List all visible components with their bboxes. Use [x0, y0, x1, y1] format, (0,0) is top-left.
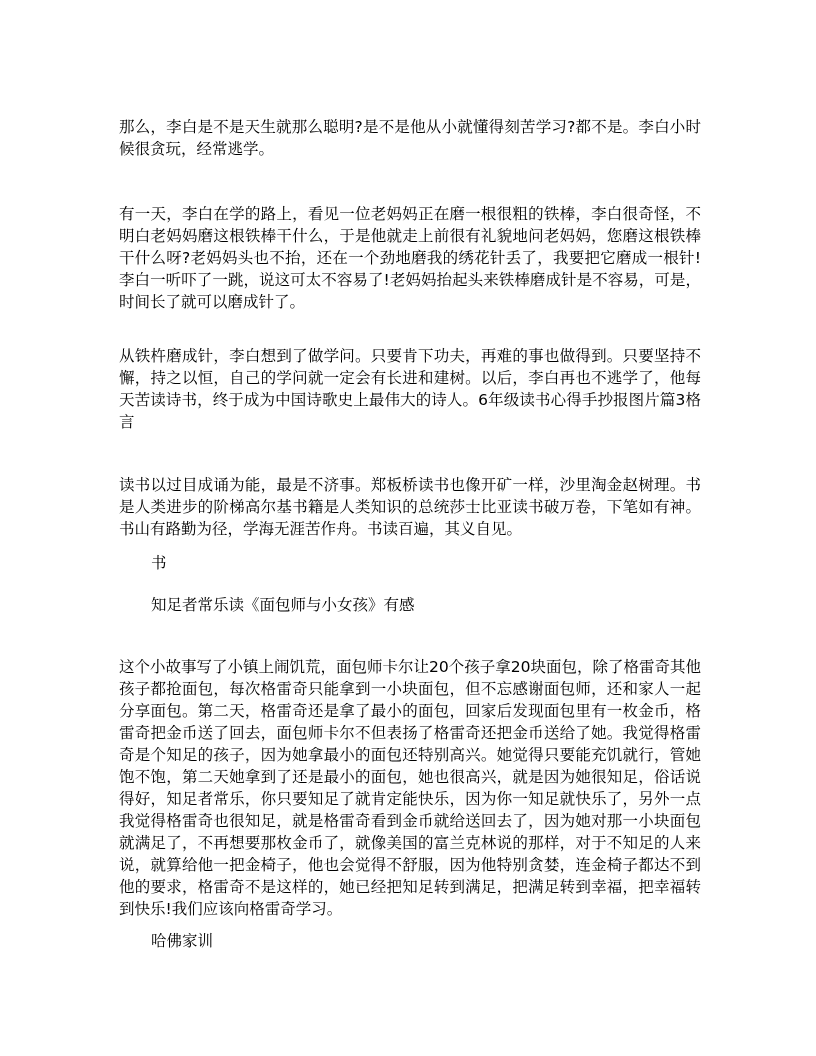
section-heading-book: 书: [151, 554, 167, 572]
paragraph-li-bai-intro: 那么，李白是不是天生就那么聪明?是不是他从小就懂得刻苦学习?都不是。李白小时候很贪玩，经常逃学。: [119, 118, 701, 158]
paragraph-reading-quotes: 读书以过目成诵为能，最是不济事。郑板桥读书也像开矿一样，沙里淘金赵树理。书是人类进步的阶梯高尔基书籍是人类知识的总统莎士比亚读书破万卷，下笔如有神。书山有路勤为径，学海无涯苦作舟。书读百遍，其义自见。: [119, 476, 701, 538]
section-heading-essay-title: 知足者常乐读《面包师与小女孩》有感: [151, 596, 415, 614]
paragraph-baker-story: 这个小故事写了小镇上闹饥荒，面包师卡尔让20个孩子拿20块面包，除了格雷奇其他孩子都抢面包，每次格雷奇只能拿到一小块面包，但不忘感谢面包师，还和家人一起分享面包。第二天，格雷奇还是拿了最小的面包，回家后发现面包里有一枚金币，格雷奇把金币送了回去，面包师卡尔不但表扬了格雷奇还把金币送给了她。我觉得格雷奇是个知足的孩子，因为她拿最小的面包还特别高兴。她觉得只要能充饥就行，管她饱不饱，第二天她拿到了还是最小的面包，她也很高兴，就是因为她很知足，俗话说得好，知足者常乐，你只要知足了就肯定能快乐，因为你一知足就快乐了，另外一点我觉得格雷奇也很知足，就是格雷奇看到金币就给送回去了，因为她对那一小块面包就满足了，不再想要那枚金币了，就像美国的富兰克林说的那样，对于不知足的人来说，就算给他一把金椅子，他也会觉得不舒服，因为他特别贪婪，连金椅子都达不到他的要求，格雷奇不是这样的，她已经把知足转到满足，把满足转到幸福，把幸福转到快乐!我们应该向格雷奇学习。: [119, 658, 701, 918]
section-heading-harvard: 哈佛家训: [151, 932, 214, 950]
paragraph-lesson-learned: 从铁杵磨成针，李白想到了做学问。只要肯下功夫，再难的事也做得到。只要坚持不懈，持之以恒，自己的学问就一定会有长进和建树。以后，李白再也不逃学了，他每天苦读诗书，终于成为中国诗歌史上最伟大的诗人。6年级读书心得手抄报图片篇3格言: [119, 347, 701, 431]
paragraph-iron-rod-story: 有一天，李白在学的路上，看见一位老妈妈正在磨一根很粗的铁棒，李白很奇怪，不明白老妈妈磨这根铁棒干什么，于是他就走上前很有礼貌地问老妈妈，您磨这根铁棒干什么呀?老妈妈头也不抬，还在一个劲地磨我的绣花针丢了，我要把它磨成一根针!李白一听吓了一跳，说这可太不容易了!老妈妈抬起头来铁棒磨成针是不容易，可是，时间长了就可以磨成针了。: [119, 205, 701, 311]
